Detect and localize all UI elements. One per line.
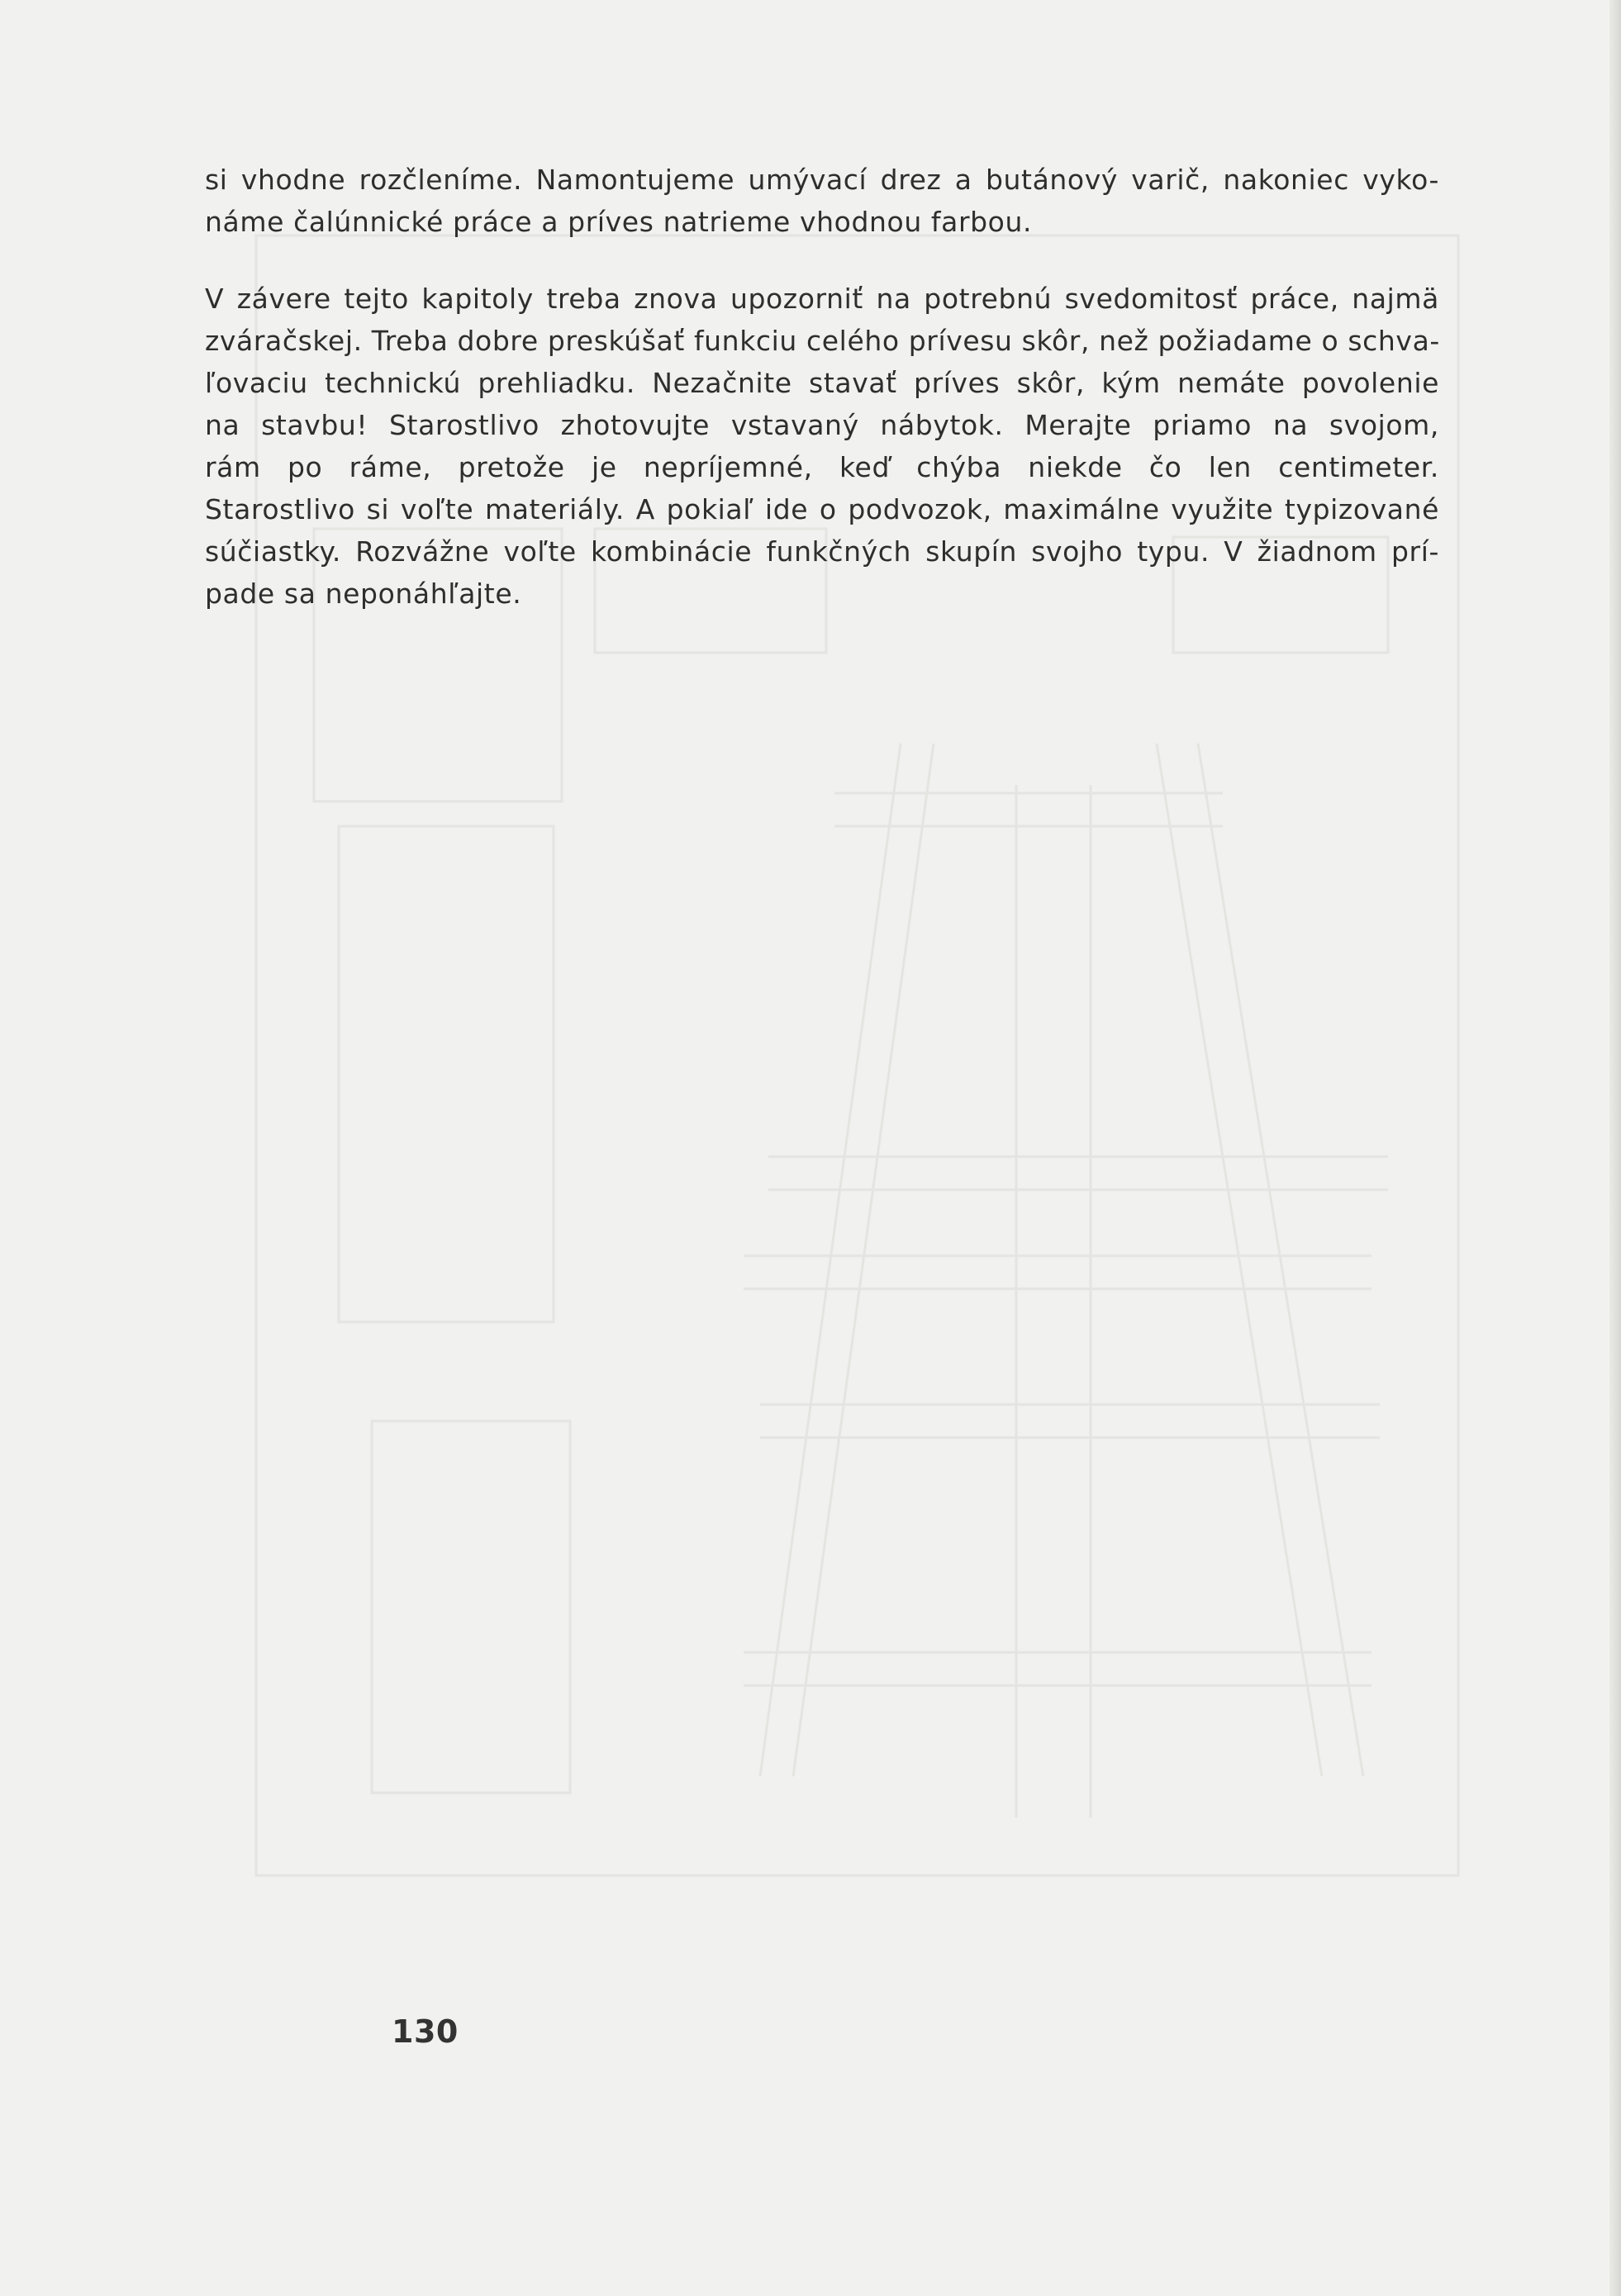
text-line: rám po ráme, pretože je nepríjemné, keď chýba niekde čo len centimeter. (205, 451, 1439, 483)
text-line: si vhodne rozčleníme. Namontujeme umývací drez a butánový varič, nakoniec vyko- (205, 164, 1439, 196)
text-line: ľovaciu technickú prehliadku. Nezačnite stavať príves skôr, kým nemáte povolenie (205, 367, 1439, 399)
page-number: 130 (392, 2013, 459, 2050)
text-line: V závere tejto kapitoly treba znova upozorniť na potrebnú svedomitosť práce, najmä (205, 283, 1439, 315)
text-line: na stavbu! Starostlivo zhotovujte vstavaný nábytok. Merajte priamo na svojom, (205, 409, 1439, 441)
text-line: Starostlivo si voľte materiály. A pokiaľ ide o podvozok, maximálne využite typizované (205, 493, 1439, 525)
text-line: súčiastky. Rozvážne voľte kombinácie funkčných skupín svojho typu. V žiadnom prí- (205, 535, 1439, 568)
text-line: pade sa neponáhľajte. (205, 578, 522, 610)
body-text (205, 159, 1439, 615)
paragraph-2 (205, 278, 1439, 615)
text-line: náme čalúnnické práce a príves natrieme vhodnou farbou. (205, 206, 1033, 238)
text-line: zváračskej. Treba dobre preskúšať funkciu celého prívesu skôr, než požiadame o schva- (205, 325, 1440, 357)
paragraph-1 (205, 159, 1439, 243)
